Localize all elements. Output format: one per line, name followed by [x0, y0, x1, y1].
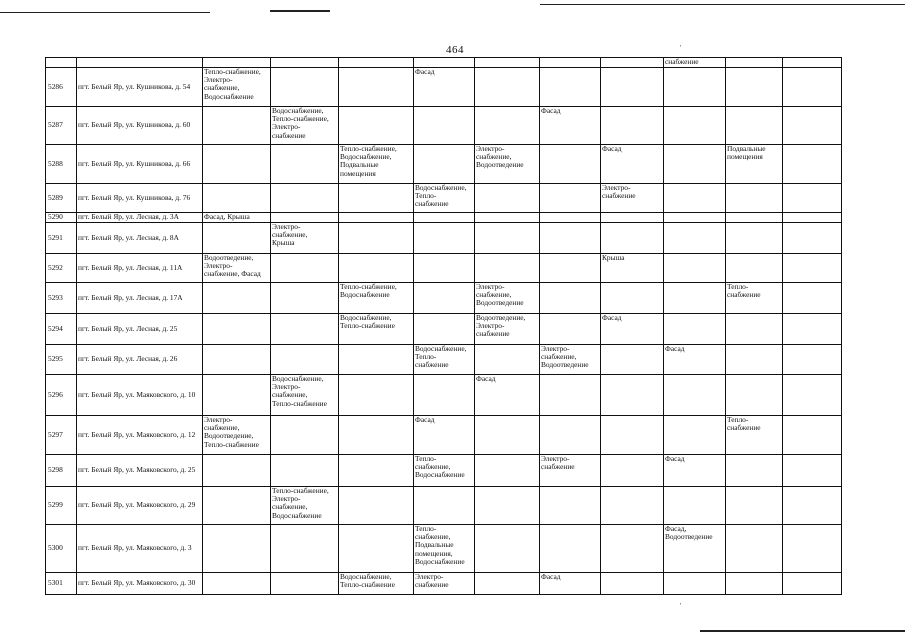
work-cell — [271, 525, 339, 573]
work-cell — [664, 145, 726, 184]
address-cell: пгт. Белый Яр, ул. Кушникова, д. 66 — [77, 145, 203, 184]
work-cell — [783, 345, 842, 375]
work-cell — [339, 68, 414, 107]
work-cell — [601, 223, 664, 254]
row-number: 5301 — [46, 573, 77, 595]
work-cell — [601, 283, 664, 314]
work-cell — [271, 455, 339, 487]
work-cell — [664, 68, 726, 107]
work-cell: Фасад — [601, 314, 664, 345]
row-number: 5298 — [46, 455, 77, 487]
work-cell: Крыша — [601, 254, 664, 283]
table-row — [46, 525, 842, 573]
work-cell: Электро- снабжение — [601, 184, 664, 213]
work-cell — [271, 68, 339, 107]
work-cell — [203, 573, 271, 595]
work-cell — [339, 254, 414, 283]
address-cell: пгт. Белый Яр, ул. Кушникова, д. 60 — [77, 107, 203, 145]
work-cell — [783, 184, 842, 213]
work-cell — [339, 525, 414, 573]
work-cell — [271, 314, 339, 345]
work-cell — [664, 213, 726, 223]
work-cell — [726, 184, 783, 213]
work-cell — [726, 68, 783, 107]
work-cell — [203, 455, 271, 487]
work-cell: Тепло-снабжение, Электро- снабжение, Водоснабжение — [271, 487, 339, 525]
work-cell: Водоснабжение, Тепло-снабжение — [339, 314, 414, 345]
address-cell: пгт. Белый Яр, ул. Маяковского, д. 29 — [77, 487, 203, 525]
work-cell — [414, 375, 475, 416]
work-cell: Электро- снабжение — [414, 573, 475, 595]
work-cell — [203, 283, 271, 314]
work-cell — [475, 525, 540, 573]
work-cell: Тепло-снабжение, Электро- снабжение, Водоснабжение — [203, 68, 271, 107]
work-cell: Фасад, Крыша — [203, 213, 271, 223]
work-cell — [601, 68, 664, 107]
work-cell — [783, 145, 842, 184]
work-cell — [664, 375, 726, 416]
work-cell: Водоотведение, Электро- снабжение — [475, 314, 540, 345]
scan-line-top-mid — [270, 10, 330, 12]
work-cell — [726, 345, 783, 375]
work-cell — [475, 416, 540, 455]
work-cell — [339, 107, 414, 145]
work-cell — [783, 254, 842, 283]
work-cell — [540, 254, 601, 283]
work-cell — [339, 487, 414, 525]
work-cell — [414, 283, 475, 314]
work-cell: Фасад — [414, 416, 475, 455]
work-cell — [601, 375, 664, 416]
work-cell: Водоотведение, Электро- снабжение, Фасад — [203, 254, 271, 283]
work-cell — [664, 416, 726, 455]
work-cell — [271, 283, 339, 314]
work-cell: Подвальные помещения — [726, 145, 783, 184]
work-cell: Водоснабжение, Тепло-снабжение, Электро- снабжение — [271, 107, 339, 145]
register-table — [45, 57, 842, 595]
work-cell — [339, 455, 414, 487]
work-cell — [601, 213, 664, 223]
work-cell — [783, 573, 842, 595]
scan-mark: ' — [680, 44, 682, 52]
work-cell — [664, 184, 726, 213]
work-cell — [601, 487, 664, 525]
work-cell: Фасад, Водоотведение — [664, 525, 726, 573]
work-cell — [783, 455, 842, 487]
work-cell — [339, 375, 414, 416]
work-cell — [271, 573, 339, 595]
work-cell — [203, 375, 271, 416]
address-cell: пгт. Белый Яр, ул. Маяковского, д. 10 — [77, 375, 203, 416]
work-cell — [726, 107, 783, 145]
work-cell — [271, 145, 339, 184]
scan-line-bottom-right — [700, 630, 905, 632]
table-row — [46, 254, 842, 283]
table-row — [46, 107, 842, 145]
row-number: 5290 — [46, 213, 77, 223]
work-cell: Электро- снабжение, Крыша — [271, 223, 339, 254]
work-cell — [475, 213, 540, 223]
work-cell: Тепло-снабжение, Водоснабжение, Подвальные помещения — [339, 145, 414, 184]
work-cell — [783, 525, 842, 573]
row-number: 5286 — [46, 68, 77, 107]
table-row — [46, 314, 842, 345]
work-cell — [726, 223, 783, 254]
work-cell: Тепло- снабжение, Подвальные помещения, Водоснабжение — [414, 525, 475, 573]
table-row — [46, 213, 842, 223]
work-cell — [203, 525, 271, 573]
work-cell — [726, 487, 783, 525]
work-cell — [414, 223, 475, 254]
work-cell: Тепло-снабжение, Водоснабжение — [339, 283, 414, 314]
work-cell — [271, 345, 339, 375]
table-row — [46, 455, 842, 487]
row-number: 5299 — [46, 487, 77, 525]
work-cell — [664, 314, 726, 345]
scan-line-top-left — [0, 12, 210, 13]
address-cell: пгт. Белый Яр, ул. Маяковского, д. 12 — [77, 416, 203, 455]
work-cell: Электро- снабжение — [540, 455, 601, 487]
work-cell — [203, 145, 271, 184]
work-cell — [601, 107, 664, 145]
row-number: 5300 — [46, 525, 77, 573]
work-cell — [475, 455, 540, 487]
work-cell — [540, 416, 601, 455]
work-cell — [475, 254, 540, 283]
address-cell: пгт. Белый Яр, ул. Маяковского, д. 30 — [77, 573, 203, 595]
row-number: 5294 — [46, 314, 77, 345]
work-cell — [601, 416, 664, 455]
work-cell — [726, 254, 783, 283]
work-cell — [601, 573, 664, 595]
work-cell: Электро- снабжение, Водоотведение — [475, 145, 540, 184]
work-cell — [203, 314, 271, 345]
work-cell — [664, 223, 726, 254]
work-cell: Фасад — [475, 375, 540, 416]
work-cell — [414, 213, 475, 223]
work-cell — [540, 375, 601, 416]
table-row — [46, 184, 842, 213]
work-cell: Водоснабжение, Тепло- снабжение — [414, 184, 475, 213]
row-number: 5293 — [46, 283, 77, 314]
work-cell — [540, 68, 601, 107]
work-cell — [726, 525, 783, 573]
table-row — [46, 223, 842, 254]
work-cell — [339, 345, 414, 375]
row-number: 5296 — [46, 375, 77, 416]
work-cell: Тепло- снабжение — [726, 283, 783, 314]
work-cell — [475, 487, 540, 525]
work-cell: Фасад — [414, 68, 475, 107]
row-number: 5288 — [46, 145, 77, 184]
work-cell — [783, 487, 842, 525]
work-cell — [783, 314, 842, 345]
row-number: 5289 — [46, 184, 77, 213]
work-cell — [203, 345, 271, 375]
work-cell — [726, 455, 783, 487]
work-cell — [783, 68, 842, 107]
work-cell — [475, 223, 540, 254]
work-cell — [339, 416, 414, 455]
work-cell — [540, 283, 601, 314]
address-cell: пгт. Белый Яр, ул. Лесная, д. 26 — [77, 345, 203, 375]
work-cell — [414, 107, 475, 145]
work-cell — [475, 573, 540, 595]
work-cell — [726, 375, 783, 416]
work-cell: Фасад — [540, 107, 601, 145]
work-cell: Водоснабжение, Тепло- снабжение — [414, 345, 475, 375]
work-cell — [664, 283, 726, 314]
work-cell: Тепло- снабжение — [726, 416, 783, 455]
table-row — [46, 487, 842, 525]
top-row-text: снабжение — [664, 58, 726, 68]
table-row — [46, 145, 842, 184]
row-number: 5287 — [46, 107, 77, 145]
table-row — [46, 573, 842, 595]
row-number: 5295 — [46, 345, 77, 375]
work-cell — [783, 375, 842, 416]
work-cell — [726, 213, 783, 223]
work-cell — [414, 145, 475, 184]
work-cell — [783, 283, 842, 314]
work-cell — [475, 107, 540, 145]
work-cell: Водоснабжение, Тепло-снабжение — [339, 573, 414, 595]
work-cell — [664, 573, 726, 595]
work-cell — [783, 107, 842, 145]
work-cell: Фасад — [664, 345, 726, 375]
work-cell — [271, 254, 339, 283]
work-cell — [540, 213, 601, 223]
row-number: 5291 — [46, 223, 77, 254]
work-cell — [271, 213, 339, 223]
work-cell — [414, 487, 475, 525]
address-cell: пгт. Белый Яр, ул. Лесная, д. 11А — [77, 254, 203, 283]
work-cell — [475, 345, 540, 375]
work-cell — [475, 68, 540, 107]
address-cell: пгт. Белый Яр, ул. Маяковского, д. 3 — [77, 525, 203, 573]
work-cell — [726, 314, 783, 345]
page-number: 464 — [446, 44, 464, 56]
work-cell — [540, 184, 601, 213]
table-row — [46, 375, 842, 416]
work-cell: Тепло- снабжение, Водоснабжение — [414, 455, 475, 487]
work-cell — [271, 184, 339, 213]
address-cell: пгт. Белый Яр, ул. Лесная, д. 25 — [77, 314, 203, 345]
work-cell — [339, 223, 414, 254]
address-cell: пгт. Белый Яр, ул. Кушникова, д. 76 — [77, 184, 203, 213]
work-cell: Фасад — [540, 573, 601, 595]
work-cell — [726, 573, 783, 595]
work-cell — [601, 345, 664, 375]
row-number: 5297 — [46, 416, 77, 455]
address-cell: пгт. Белый Яр, ул. Кушникова, д. 54 — [77, 68, 203, 107]
work-cell — [540, 525, 601, 573]
work-cell — [540, 314, 601, 345]
table-row — [46, 68, 842, 107]
table-row-top — [46, 58, 842, 68]
table-row — [46, 345, 842, 375]
work-cell — [475, 184, 540, 213]
work-cell — [414, 314, 475, 345]
work-cell — [203, 487, 271, 525]
work-cell — [783, 416, 842, 455]
work-cell: Электро- снабжение, Водоотведение — [540, 345, 601, 375]
address-cell: пгт. Белый Яр, ул. Лесная, д. 3А — [77, 213, 203, 223]
table-row — [46, 416, 842, 455]
work-cell: Электро- снабжение, Водоотведение, Тепло-снабжение — [203, 416, 271, 455]
scan-mark: ' — [680, 602, 682, 610]
address-cell: пгт. Белый Яр, ул. Лесная, д. 17А — [77, 283, 203, 314]
work-cell — [339, 213, 414, 223]
work-cell — [601, 455, 664, 487]
work-cell — [203, 223, 271, 254]
work-cell — [664, 254, 726, 283]
work-cell — [783, 213, 842, 223]
address-cell: пгт. Белый Яр, ул. Маяковского, д. 25 — [77, 455, 203, 487]
work-cell — [540, 487, 601, 525]
work-cell — [540, 223, 601, 254]
work-cell — [414, 254, 475, 283]
work-cell: Электро- снабжение, Водоотведение — [475, 283, 540, 314]
table-row — [46, 283, 842, 314]
scan-line-top-right — [540, 4, 905, 5]
work-cell — [664, 107, 726, 145]
work-cell: Фасад — [664, 455, 726, 487]
row-number: 5292 — [46, 254, 77, 283]
work-cell — [271, 416, 339, 455]
register-body — [46, 58, 842, 595]
address-cell: пгт. Белый Яр, ул. Лесная, д. 8А — [77, 223, 203, 254]
work-cell — [540, 145, 601, 184]
work-cell — [203, 107, 271, 145]
work-cell — [664, 487, 726, 525]
work-cell — [783, 223, 842, 254]
work-cell: Фасад — [601, 145, 664, 184]
work-cell: Водоснабжение, Электро- снабжение, Тепло-снабжение — [271, 375, 339, 416]
work-cell — [339, 184, 414, 213]
work-cell — [601, 525, 664, 573]
work-cell — [203, 184, 271, 213]
